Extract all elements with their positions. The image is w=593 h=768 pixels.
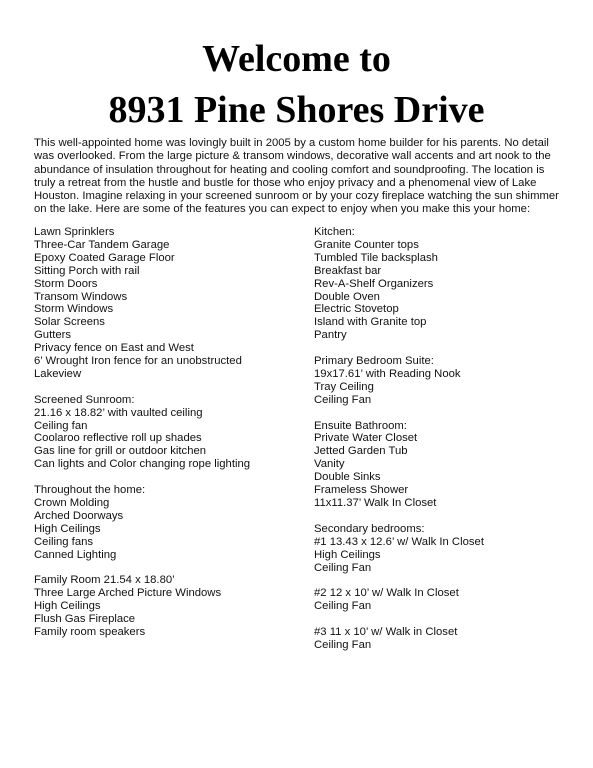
section-heading: Ensuite Bathroom: [314,419,407,432]
feature-group-ensuite-bathroom [314,420,574,510]
feature-item: #2 12 x 10’ w/ Walk In Closet [314,587,459,600]
intro-line: This well-appointed home was lovingly built in 2005 by a custom home builder for his parents. No detail [34,137,549,149]
section-heading: Kitchen: [314,226,355,238]
feature-item: Gutters [34,329,72,342]
feature-item: Ceiling Fan [314,638,372,651]
feature-item: Island with Granite top [314,316,427,329]
feature-item: Rev-A-Shelf Organizers [314,277,434,290]
feature-item: Tumbled Tile backsplash [314,251,438,264]
feature-item: Private Water Closet [314,432,418,445]
section-heading: Secondary bedrooms: [314,522,425,535]
feature-item: Coolaroo reflective roll up shades [34,432,202,445]
feature-item: Epoxy Coated Garage Floor [34,251,175,264]
feature-group-secondary-bedroom-1 [314,523,574,575]
feature-group-secondary-bedroom-3 [314,626,574,652]
feature-item: High Ceilings [314,548,381,561]
feature-item: Ceiling Fan [314,393,372,406]
intro-line: on the lake. Here are some of the features you can expect to enjoy when you make this your home: [34,203,531,216]
feature-group-kitchen [314,226,574,342]
feature-item: Family room speakers [34,626,146,639]
feature-item: Ceiling fans [34,535,94,548]
section-heading: Throughout the home: [34,484,146,497]
feature-item: High Ceilings [34,522,101,535]
intro-line: Houston. Imagine relaxing in your screened sunroom or by your cozy fireplace watching the sun shimmer [34,190,559,203]
feature-item: Pantry [314,329,347,342]
feature-item: Lakeview [34,367,82,380]
feature-item: Frameless Shower [314,484,409,497]
intro-line: was overlooked. From the large picture & transom windows, decorative wall accents and art nook to the [34,150,551,163]
feature-group-throughout [34,484,302,561]
feature-group-exterior [34,226,302,381]
intro-paragraph [34,137,564,217]
feature-item: Storm Windows [34,303,114,316]
feature-group-family-room [34,574,302,639]
feature-item: Lawn Sprinklers [34,226,115,238]
feature-item: #1 13.43 x 12.6’ w/ Walk In Closet [314,535,484,548]
feature-item: Jetted Garden Tub [314,445,408,458]
feature-item: Double Sinks [314,471,381,484]
feature-item: Ceiling Fan [314,600,372,613]
feature-item: 21.16 x 18.82’ with vaulted ceiling [34,406,203,419]
title-line-1: Welcome to [202,38,391,80]
feature-item: Ceiling Fan [314,561,372,574]
feature-group-secondary-bedroom-2 [314,587,574,613]
intro-line: abundance of insulation throughout for heating and cooling comfort and soundproofing. The location is [34,163,545,176]
feature-item: Tray Ceiling [314,380,374,393]
section-heading: Screened Sunroom: [34,393,135,406]
title-line-2: 8931 Pine Shores Drive [108,89,485,131]
feature-item: Arched Doorways [34,509,124,522]
feature-item: 11x11.37’ Walk In Closet [314,497,437,509]
feature-item: 19x17.61’ with Reading Nook [314,367,461,380]
feature-item: 6’ Wrought Iron fence for an unobstructed [34,355,242,368]
features-right-column [314,226,574,665]
feature-item: High Ceilings [34,600,101,613]
feature-item: Vanity [314,458,345,471]
feature-item: Can lights and Color changing rope lighting [34,458,251,471]
feature-item: Double Oven [314,290,380,303]
feature-item: Solar Screens [34,316,105,329]
feature-item: Gas line for grill or outdoor kitchen [34,445,207,458]
feature-item: Three-Car Tandem Garage [34,238,170,251]
feature-item: Canned Lighting [34,548,117,561]
feature-item: #3 11 x 10’ w/ Walk in Closet [314,626,458,639]
features-left-column [34,226,302,652]
feature-item: Crown Molding [34,497,110,509]
feature-item: Ceiling fan [34,419,88,432]
section-heading: Primary Bedroom Suite: [314,355,434,368]
feature-item: Transom Windows [34,290,128,303]
feature-group-sunroom [34,394,302,471]
feature-item: Sitting Porch with rail [34,264,140,277]
feature-item: Three Large Arched Picture Windows [34,587,222,600]
feature-item: Breakfast bar [314,264,382,277]
feature-item: Granite Counter tops [314,238,419,251]
feature-item: Privacy fence on East and West [34,342,194,355]
feature-item: Flush Gas Fireplace [34,613,136,626]
feature-item: Electric Stovetop [314,303,399,316]
page-title [0,34,593,136]
intro-line: truly a retreat from the hustle and bustle for those who enjoy privacy and a phenomenal view of Lake [34,176,537,189]
feature-group-primary-bedroom [314,355,574,407]
section-heading: Family Room 21.54 x 18.80’ [34,574,175,587]
feature-item: Storm Doors [34,277,98,290]
